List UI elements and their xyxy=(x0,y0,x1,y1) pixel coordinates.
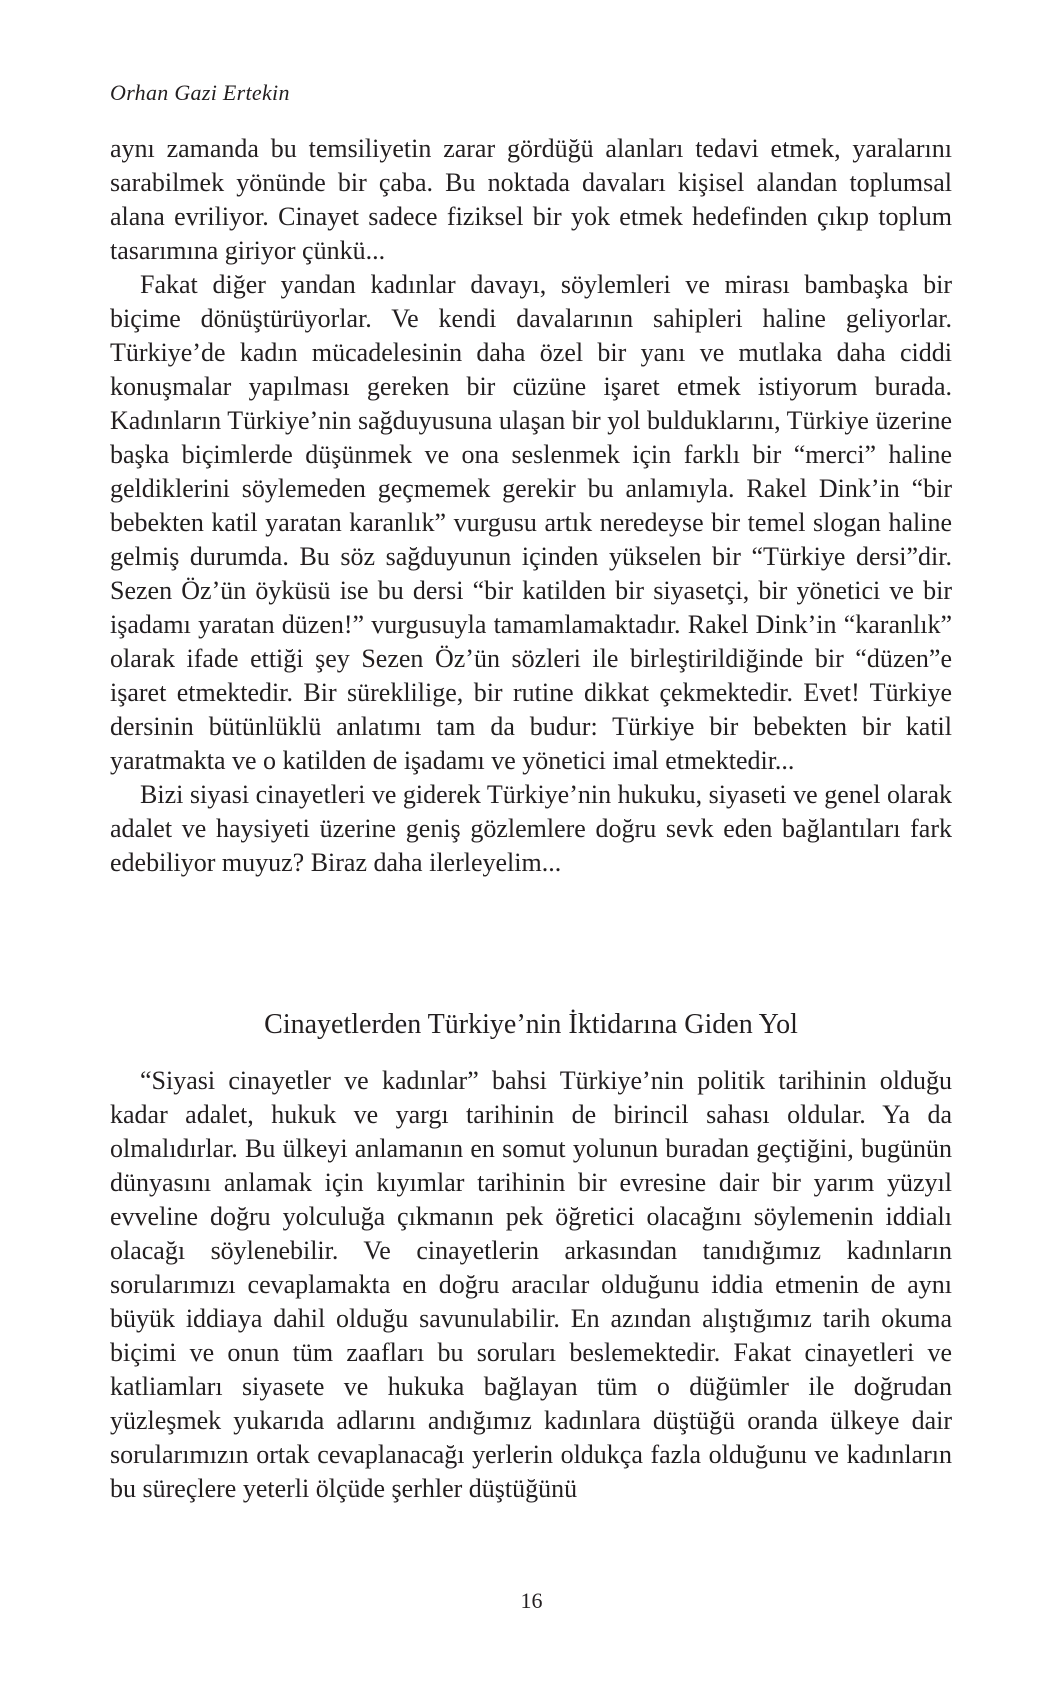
body-text-section-1 xyxy=(110,132,952,880)
paragraph: Fakat diğer yandan kadınlar davayı, söylemleri ve mirası bambaşka bir biçime dönüştürüyorlar. Ve kendi davalarının sahipleri haline geliyorlar. Türkiye’de kadın mücadelesinin daha özel bir yanı ve mutlaka daha ciddi konuşmalar yapılması gereken bir cüzüne işaret etmek istiyorum burada. Kadınların Türkiye’nin sağduyusuna ulaşan bir yol bulduklarını, Türkiye üzerine başka biçimlerde düşünmek ve ona seslenmek için farklı bir “merci” haline geldiklerini söylemeden geçmemek gerekir bu anlamıyla. Rakel Dink’in “bir bebekten katil yaratan karanlık” vurgusu artık neredeyse bir temel slogan haline gelmiş durumda. Bu söz sağduyunun içinden yükselen bir “Türkiye dersi”dir. Sezen Öz’ün öyküsü ise bu dersi “bir katilden bir siyasetçi, bir yönetici ve bir işadamı yaratan düzen!” vurgusuyla tamamlamaktadır. Rakel Dink’in “karanlık” olarak ifade ettiği şey Sezen Öz’ün sözleri ile birleştirildiğinde bir “düzen”e işaret etmektedir. Bir süreklilige, bir rutine dikkat çekmektedir. Evet! Türkiye dersinin bütünlüklü anlatımı tam da budur: Türkiye bir bebekten bir katil yaratmakta ve o katilden de işadamı ve yönetici imal etmektedir... xyxy=(110,270,952,775)
body-text-section-2 xyxy=(110,1064,952,1506)
section-heading: Cinayetlerden Türkiye’nin İktidarına Giden Yol xyxy=(264,1009,798,1040)
paragraph: aynı zamanda bu temsiliyetin zarar gördüğü alanları tedavi etmek, yaralarını sarabilmek yönünde bir çaba. Bu noktada davaları kişisel alandan toplumsal alana evriliyor. Cinayet sadece fiziksel bir yok etmek hedefinden çıkıp toplum tasarımına giriyor çünkü... xyxy=(110,134,952,265)
paragraph: Bizi siyasi cinayetleri ve giderek Türkiye’nin hukuku, siyaseti ve genel olarak adalet ve haysiyeti üzerine geniş gözlemlere doğru sevk eden bağlantıları fark edebiliyor muyuz? Biraz daha ilerleyelim... xyxy=(110,780,952,877)
running-header-author: Orhan Gazi Ertekin xyxy=(110,80,290,105)
paragraph: “Siyasi cinayetler ve kadınlar” bahsi Türkiye’nin politik tarihinin olduğu kadar adalet, hukuk ve yargı tarihinin de birincil sahası oldular. Ya da olmalıdırlar. Bu ülkeyi anlamanın en somut yolunun buradan geçtiğini, bugünün dünyasını anlamak için kıyımlar tarihinin bir evresine dair bir yarım yüzyıl evveline doğru yolculuğa çıkmanın pek öğretici olacağını söylemenin iddialı olacağı söylenebilir. Ve cinayetlerin arkasından tanıdığımız kadınların sorularımızı cevaplamakta en doğru aracılar olduğunu iddia etmenin de aynı büyük iddiaya dahil olduğu savunulabilir. En azından alıştığımız tarih okuma biçimi ve onun tüm zaafları bu soruları beslemektedir. Fakat cinayetleri ve katliamları siyasete ve hukuka bağlayan tüm o düğümler ile doğrudan yüzleşmek yukarıda adlarını andığımız kadınlara düştüğü oranda ülkeye dair sorularımızın ortak cevaplanacağı yerlerin oldukça fazla olduğunu ve kadınların bu süreçlere yeterli ölçüde şerhler düştüğünü xyxy=(110,1066,952,1503)
page-number: 16 xyxy=(520,1588,543,1613)
